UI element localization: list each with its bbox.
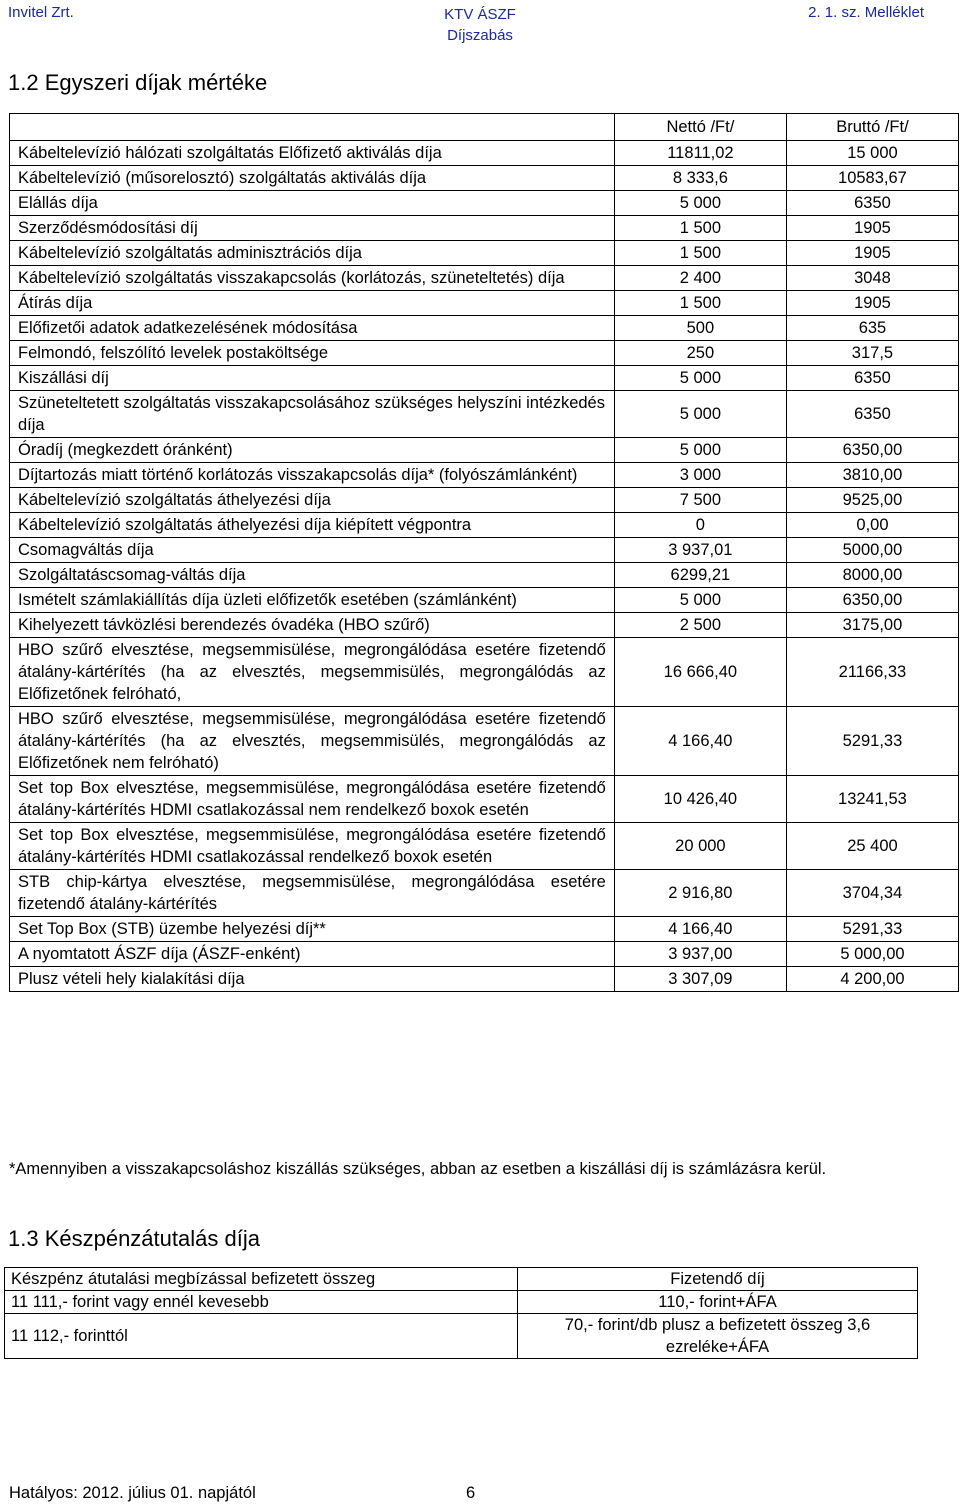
amount-value: 11 112,- forinttól bbox=[5, 1314, 518, 1359]
net-value: 3 937,01 bbox=[614, 538, 786, 563]
fee-label: Plusz vételi hely kialakítási díja bbox=[10, 967, 615, 992]
gross-value: 4 200,00 bbox=[786, 967, 958, 992]
fee-label: Szüneteltetett szolgáltatás visszakapcsolásához szükséges helyszíni intézkedés díja bbox=[10, 391, 615, 438]
net-value: 20 000 bbox=[614, 823, 786, 870]
table-row bbox=[10, 241, 959, 266]
cash-transfer-table bbox=[4, 1267, 918, 1359]
fee-label: STB chip-kártya elvesztése, megsemmisülése, megrongálódása esetére fizetendő átalány-kártérítés bbox=[10, 870, 615, 917]
table-row bbox=[10, 488, 959, 513]
net-value: 250 bbox=[614, 341, 786, 366]
fee-label: HBO szűrő elvesztése, megsemmisülése, megrongálódása esetére fizetendő átalány-kártérítés (ha az elvesztés, megsemmisülés, megrongálódás az Előfizetőnek felróható, bbox=[10, 638, 615, 707]
gross-value: 3704,34 bbox=[786, 870, 958, 917]
fee-label: Kábeltelevízió (műsorelosztó) szolgáltatás aktiválás díja bbox=[10, 166, 615, 191]
table-row bbox=[10, 707, 959, 776]
net-value: 5 000 bbox=[614, 588, 786, 613]
table-row bbox=[10, 513, 959, 538]
gross-value: 21166,33 bbox=[786, 638, 958, 707]
fee-label: Kábeltelevízió szolgáltatás áthelyezési díja kiépített végpontra bbox=[10, 513, 615, 538]
fee-label: Kiszállási díj bbox=[10, 366, 615, 391]
fee-label: Ismételt számlakiállítás díja üzleti előfizetők esetében (számlánként) bbox=[10, 588, 615, 613]
net-value: 8 333,6 bbox=[614, 166, 786, 191]
header-net: Nettó /Ft/ bbox=[614, 114, 786, 141]
table-row bbox=[10, 538, 959, 563]
table-row bbox=[10, 870, 959, 917]
net-value: 4 166,40 bbox=[614, 707, 786, 776]
gross-value: 6350 bbox=[786, 366, 958, 391]
document-subtitle: Díjszabás bbox=[447, 27, 513, 44]
fee-label: Óradíj (megkezdett óránként) bbox=[10, 438, 615, 463]
table-row bbox=[10, 166, 959, 191]
one-time-fees-table bbox=[9, 113, 959, 992]
table-row bbox=[10, 967, 959, 992]
annex-label: 2. 1. sz. Melléklet bbox=[808, 4, 924, 21]
section-title-one-time-fees: 1.2 Egyszeri díjak mértéke bbox=[8, 70, 268, 95]
net-value: 5 000 bbox=[614, 391, 786, 438]
fee-label: Set top Box elvesztése, megsemmisülése, megrongálódása esetére fizetendő átalány-kártérítés HDMI csatlakozással rendelkező boxok esetén bbox=[10, 823, 615, 870]
fee-label: Set top Box elvesztése, megsemmisülése, megrongálódása esetére fizetendő átalány-kártérítés HDMI csatlakozással nem rendelkező boxok esetén bbox=[10, 776, 615, 823]
document-title-line: KTV ÁSZF bbox=[444, 6, 516, 23]
fee-label: Kábeltelevízió szolgáltatás áthelyezési díja bbox=[10, 488, 615, 513]
page-number: 6 bbox=[466, 1484, 476, 1502]
table-row bbox=[10, 366, 959, 391]
table-row bbox=[10, 216, 959, 241]
gross-value: 8000,00 bbox=[786, 563, 958, 588]
table-row bbox=[5, 1314, 918, 1359]
net-value: 1 500 bbox=[614, 216, 786, 241]
effective-date: Hatályos: 2012. július 01. napjától bbox=[9, 1484, 256, 1502]
table-header-row bbox=[5, 1268, 918, 1291]
gross-value: 3048 bbox=[786, 266, 958, 291]
fee-label: HBO szűrő elvesztése, megsemmisülése, megrongálódása esetére fizetendő átalány-kártérítés (ha az elvesztés, megsemmisülés, megrongálódás az Előfizetőnek nem felróható) bbox=[10, 707, 615, 776]
gross-value: 5291,33 bbox=[786, 917, 958, 942]
table-row bbox=[10, 341, 959, 366]
table-row bbox=[10, 776, 959, 823]
gross-value: 3175,00 bbox=[786, 613, 958, 638]
net-value: 6299,21 bbox=[614, 563, 786, 588]
net-value: 2 916,80 bbox=[614, 870, 786, 917]
fee-value: 110,- forint+ÁFA bbox=[518, 1291, 918, 1314]
fee-label: Kábeltelevízió szolgáltatás visszakapcsolás (korlátozás, szüneteltetés) díja bbox=[10, 266, 615, 291]
fee-label: Felmondó, felszólító levelek postaköltsége bbox=[10, 341, 615, 366]
table-row bbox=[10, 823, 959, 870]
gross-value: 25 400 bbox=[786, 823, 958, 870]
fee-label: Elállás díja bbox=[10, 191, 615, 216]
fee-label: Csomagváltás díja bbox=[10, 538, 615, 563]
gross-value: 9525,00 bbox=[786, 488, 958, 513]
net-value: 7 500 bbox=[614, 488, 786, 513]
header-empty-cell bbox=[10, 114, 615, 141]
table-header-row bbox=[10, 114, 959, 141]
fee-label: Kábeltelevízió hálózati szolgáltatás Előfizető aktiválás díja bbox=[10, 141, 615, 166]
net-value: 3 307,09 bbox=[614, 967, 786, 992]
gross-value: 15 000 bbox=[786, 141, 958, 166]
gross-value: 1905 bbox=[786, 241, 958, 266]
gross-value: 1905 bbox=[786, 216, 958, 241]
gross-value: 6350 bbox=[786, 391, 958, 438]
gross-value: 13241,53 bbox=[786, 776, 958, 823]
gross-value: 6350,00 bbox=[786, 588, 958, 613]
fee-label: Kihelyezett távközlési berendezés óvadéka (HBO szűrő) bbox=[10, 613, 615, 638]
net-value: 2 400 bbox=[614, 266, 786, 291]
table-row bbox=[10, 266, 959, 291]
table-row bbox=[10, 316, 959, 341]
fee-label: Díjtartozás miatt történő korlátozás visszakapcsolás díja* (folyószámlánként) bbox=[10, 463, 615, 488]
net-value: 0 bbox=[614, 513, 786, 538]
header-gross: Bruttó /Ft/ bbox=[786, 114, 958, 141]
footnote: *Amennyiben a visszakapcsoláshoz kiszállás szükséges, abban az esetben a kiszállási díj is számlázásra kerül. bbox=[9, 1160, 827, 1178]
company-name: Invitel Zrt. bbox=[8, 4, 74, 21]
net-value: 5 000 bbox=[614, 366, 786, 391]
fee-label: Előfizetői adatok adatkezelésének módosítása bbox=[10, 316, 615, 341]
gross-value: 317,5 bbox=[786, 341, 958, 366]
table-row bbox=[10, 638, 959, 707]
table-row bbox=[10, 463, 959, 488]
gross-value: 5000,00 bbox=[786, 538, 958, 563]
table-row bbox=[10, 563, 959, 588]
table-row bbox=[10, 588, 959, 613]
gross-value: 5 000,00 bbox=[786, 942, 958, 967]
table-row bbox=[10, 613, 959, 638]
gross-value: 10583,67 bbox=[786, 166, 958, 191]
table-row bbox=[5, 1291, 918, 1314]
net-value: 16 666,40 bbox=[614, 638, 786, 707]
fee-label: Átírás díja bbox=[10, 291, 615, 316]
net-value: 5 000 bbox=[614, 191, 786, 216]
gross-value: 635 bbox=[786, 316, 958, 341]
gross-value: 3810,00 bbox=[786, 463, 958, 488]
table-row bbox=[10, 141, 959, 166]
net-value: 4 166,40 bbox=[614, 917, 786, 942]
net-value: 500 bbox=[614, 316, 786, 341]
table-row bbox=[10, 942, 959, 967]
header-amount: Készpénz átutalási megbízással befizetett összeg bbox=[5, 1268, 518, 1291]
net-value: 5 000 bbox=[614, 438, 786, 463]
net-value: 10 426,40 bbox=[614, 776, 786, 823]
table-row bbox=[10, 191, 959, 216]
net-value: 3 937,00 bbox=[614, 942, 786, 967]
amount-value: 11 111,- forint vagy ennél kevesebb bbox=[5, 1291, 518, 1314]
net-value: 1 500 bbox=[614, 241, 786, 266]
fee-value: 70,- forint/db plusz a befizetett összeg 3,6 ezreléke+ÁFA bbox=[518, 1314, 918, 1359]
table-row bbox=[10, 438, 959, 463]
fee-label: A nyomtatott ÁSZF díja (ÁSZF-enként) bbox=[10, 942, 615, 967]
net-value: 11811,02 bbox=[614, 141, 786, 166]
fee-label: Szerződésmódosítási díj bbox=[10, 216, 615, 241]
table-row bbox=[10, 291, 959, 316]
gross-value: 6350 bbox=[786, 191, 958, 216]
fee-label: Szolgáltatáscsomag-váltás díja bbox=[10, 563, 615, 588]
net-value: 1 500 bbox=[614, 291, 786, 316]
gross-value: 0,00 bbox=[786, 513, 958, 538]
table-row bbox=[10, 391, 959, 438]
gross-value: 5291,33 bbox=[786, 707, 958, 776]
net-value: 3 000 bbox=[614, 463, 786, 488]
net-value: 2 500 bbox=[614, 613, 786, 638]
gross-value: 6350,00 bbox=[786, 438, 958, 463]
section-title-cash-transfer: 1.3 Készpénzátutalás díja bbox=[8, 1226, 260, 1251]
fee-label: Set Top Box (STB) üzembe helyezési díj** bbox=[10, 917, 615, 942]
gross-value: 1905 bbox=[786, 291, 958, 316]
header-fee: Fizetendő díj bbox=[518, 1268, 918, 1291]
fee-label: Kábeltelevízió szolgáltatás adminisztrációs díja bbox=[10, 241, 615, 266]
table-row bbox=[10, 917, 959, 942]
